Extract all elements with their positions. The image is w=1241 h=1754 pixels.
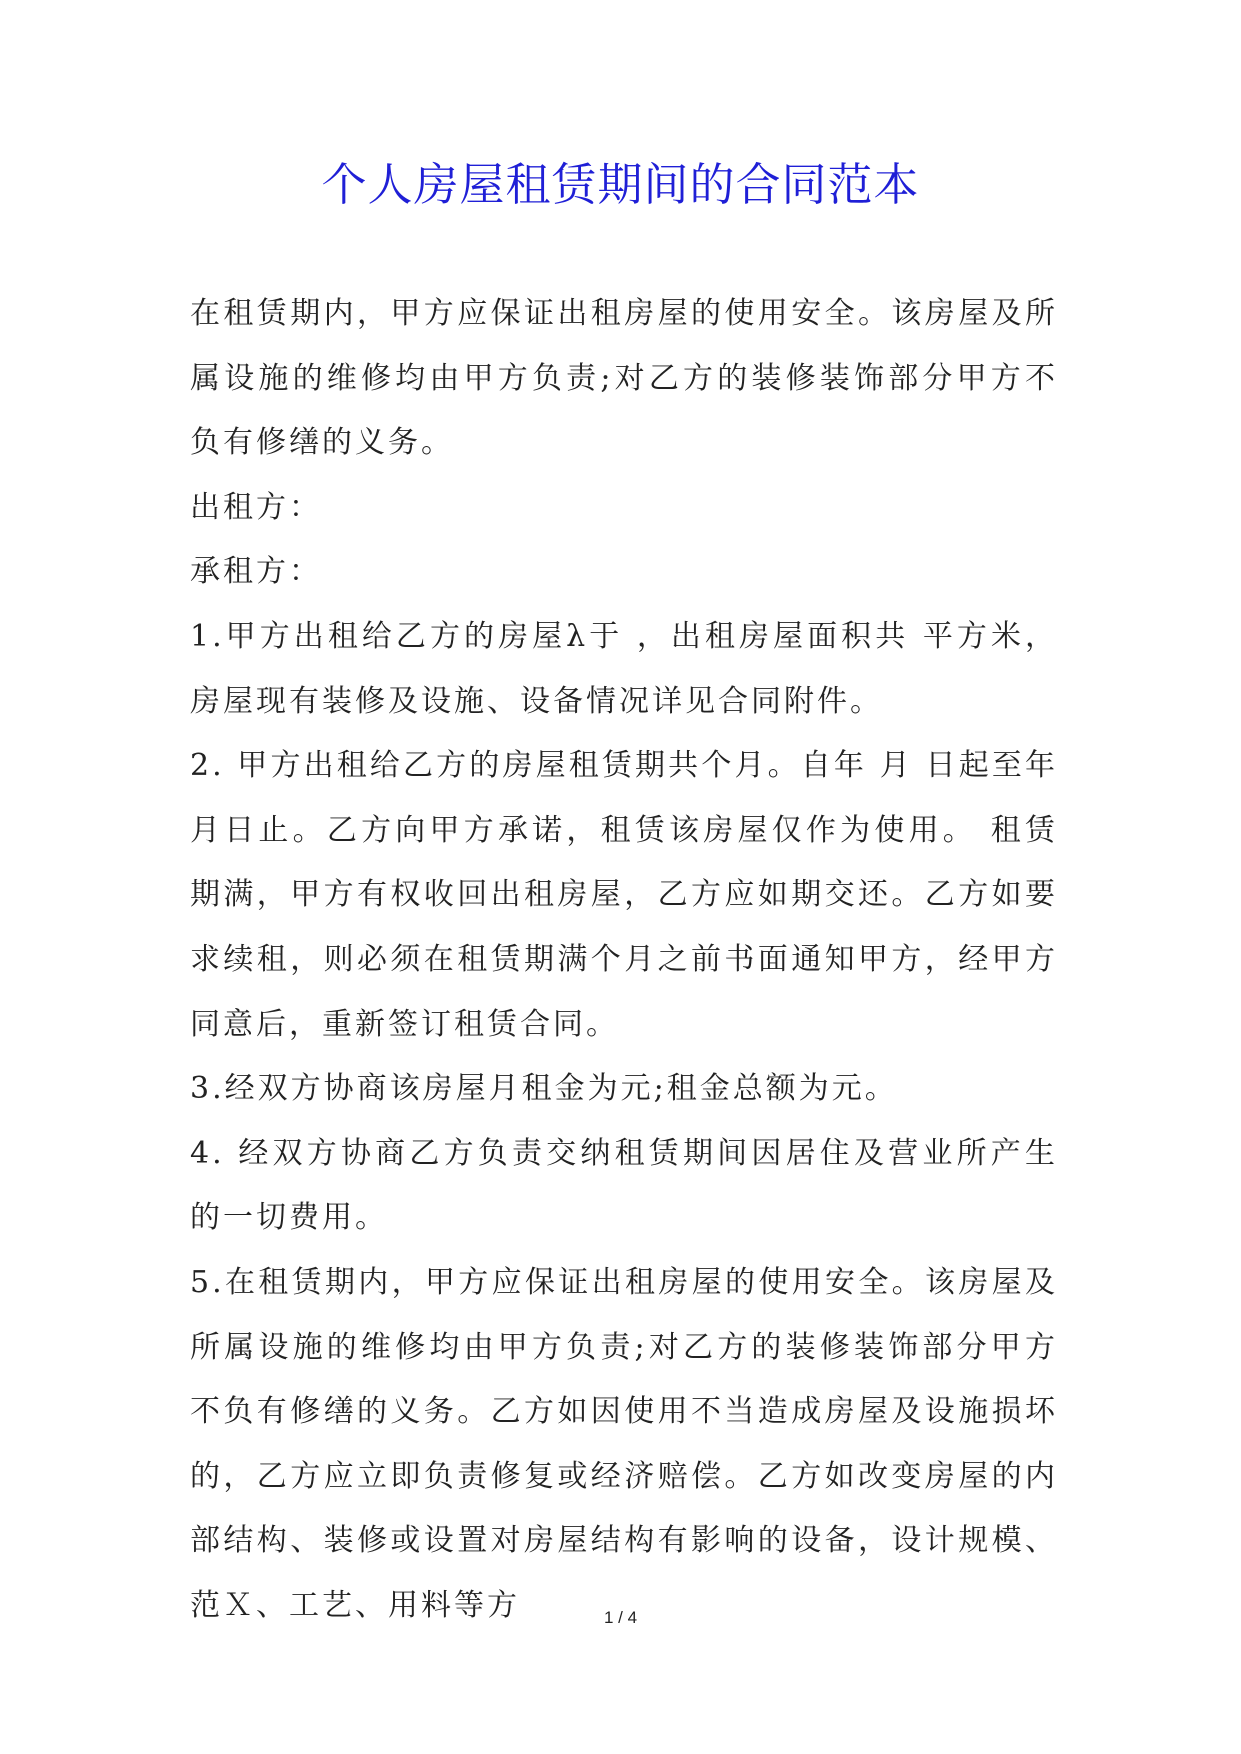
paragraph-clause-3: 3.经双方协商该房屋月租金为元;租金总额为元。 [190, 1071, 898, 1107]
document-body [190, 282, 1058, 1638]
paragraph-clause-4: 4. 经双方协商乙方负责交纳租赁期间因居住及营业所产生的一切费用。 [190, 1135, 1058, 1236]
paragraph-lessee: 承租方： [190, 554, 322, 590]
page-number: 1 / 4 [603, 1608, 638, 1627]
document-title: 个人房屋租赁期间的合同范本 [321, 158, 920, 211]
paragraph-clause-1: 1.甲方出租给乙方的房屋λ于 ，出租房屋面积共 平方米，房屋现有装修及设施、设备情况详见合同附件。 [190, 618, 1058, 719]
paragraph-clause-2: 2. 甲方出租给乙方的房屋租赁期共个月。自年 月 日起至年 月日止。乙方向甲方承诺，租赁该房屋仅作为使用。 租赁期满，甲方有权收回出租房屋，乙方应如期交还。乙方如要求续租，则必须在租赁期满个月之前书面通知甲方，经甲方同意后，重新签订租赁合同。 [190, 748, 1058, 1042]
paragraph-clause-5: 5.在租赁期内，甲方应保证出租房屋的使用安全。该房屋及所属设施的维修均由甲方负责;对乙方的装修装饰部分甲方不负有修缮的义务。乙方如因使用不当造成房屋及设施损坏的，乙方应立即负责修复或经济赔偿。乙方如改变房屋的内部结构、装修或设置对房屋结构有影响的设备，设计规模、范Ｘ、工艺、用料等方 [190, 1264, 1058, 1623]
paragraph-lessor: 出租方： [190, 489, 322, 525]
paragraph-intro: 在租赁期内，甲方应保证出租房屋的使用安全。该房屋及所属设施的维修均由甲方负责;对乙方的装修装饰部分甲方不负有修缮的义务。 [190, 296, 1058, 461]
